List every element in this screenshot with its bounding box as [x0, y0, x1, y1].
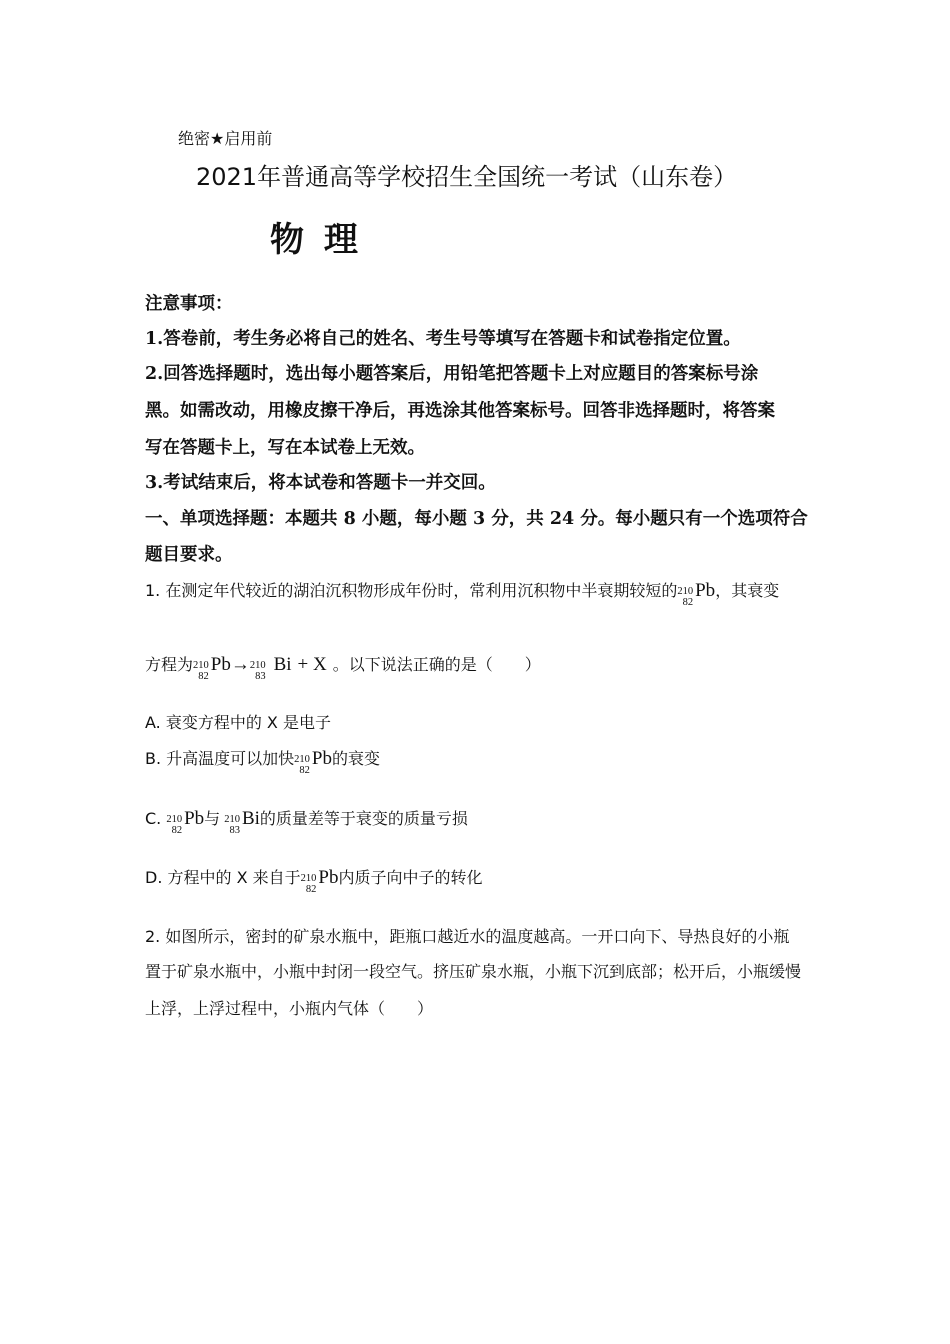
option-b-prefix: B. 升高温度可以加快 — [145, 749, 295, 768]
pb-atomic-number: 82 — [198, 671, 209, 682]
pb-atomic-number: 82 — [305, 884, 317, 895]
pb-nuclide — [193, 654, 231, 682]
option-c-prefix: C. — [145, 809, 167, 828]
bi-mass-number: 210 — [224, 814, 240, 825]
pb-mass-number: 210 — [193, 660, 209, 671]
section-heading-line-2: 题目要求。 — [145, 545, 233, 565]
pb-mass-number: 210 — [294, 754, 310, 765]
notice-item-1: 1.答卷前，考生务必将自己的姓名、考生号等填写在答题卡和试卷指定位置。 — [145, 329, 741, 349]
bi-mass-number: 210 — [249, 660, 266, 671]
option-c-mid: 与 — [204, 809, 221, 828]
equation-suffix: 。以下说法正确的是（ ） — [332, 655, 541, 674]
question-1-equation-line — [145, 652, 541, 682]
notice-item-2-line-2: 黑。如需改动，用橡皮擦干净后，再选涂其他答案标号。回答非选择题时，将答案 — [145, 401, 775, 421]
subject-title: 物 理 — [270, 220, 362, 260]
option-c-suffix: 的质量差等于衰变的质量亏损 — [259, 809, 468, 828]
pb-nuclide — [294, 748, 332, 776]
option-c — [145, 806, 468, 836]
option-d-suffix: 内质子向中子的转化 — [338, 868, 483, 887]
pb-symbol: Pb — [695, 580, 716, 601]
confidential-label: 绝密★启用前 — [178, 129, 273, 148]
bi-atomic-number: 83 — [255, 671, 266, 682]
question-2-line-1: 2. 如图所示，密封的矿泉水瓶中，距瓶口越近水的温度越高。一开口向下、导热良好的小瓶 — [145, 927, 790, 946]
decay-arrow: → — [230, 654, 250, 675]
pb-symbol: Pb — [311, 748, 332, 769]
pb-atomic-number: 82 — [682, 597, 694, 608]
notice-item-2-line-3: 写在答题卡上，写在本试卷上无效。 — [145, 438, 425, 458]
bi-atomic-number: 83 — [229, 825, 240, 836]
question-2-line-3: 上浮，上浮过程中，小瓶内气体（ ） — [145, 999, 434, 1018]
pb-symbol: Pb — [184, 808, 205, 829]
section-heading-line-1: 一、单项选择题：本题共 8 小题，每小题 3 分，共 24 分。每小题只有一个选项符合 — [145, 509, 808, 529]
pb-mass-number: 210 — [300, 873, 317, 884]
option-b-suffix: 的衰变 — [331, 749, 380, 768]
bi-nuclide — [250, 654, 292, 682]
pb-symbol: Pb — [210, 654, 231, 675]
option-b — [145, 746, 380, 776]
pb-nuclide — [677, 580, 715, 608]
pb-nuclide — [166, 808, 204, 836]
question-1-stem-text: 1. 在测定年代较近的湖泊沉积物形成年份时，常利用沉积物中半衰期较短的 — [145, 581, 678, 600]
option-d-prefix: D. 方程中的 X 来自于 — [145, 868, 301, 887]
bi-nuclide — [224, 808, 260, 836]
option-a: A. 衰变方程中的 X 是电子 — [145, 713, 331, 732]
pb-atomic-number: 82 — [299, 765, 310, 776]
question-2-line-2: 置于矿泉水瓶中，小瓶中封闭一段空气。挤压矿泉水瓶，小瓶下沉到底部；松开后，小瓶缓慢 — [145, 962, 802, 981]
pb-mass-number: 210 — [166, 814, 183, 825]
notice-item-2-line-1: 2.回答选择题时，选出每小题答案后，用铅笔把答题卡上对应题目的答案标号涂 — [145, 364, 759, 384]
pb-atomic-number: 82 — [171, 825, 183, 836]
equation-prefix: 方程为 — [145, 655, 194, 674]
notice-item-3: 3.考试结束后，将本试卷和答题卡一并交回。 — [145, 473, 496, 493]
bi-symbol: Bi — [241, 808, 260, 829]
question-1-stem — [145, 578, 779, 608]
pb-nuclide — [301, 867, 339, 895]
exam-title: 2021年普通高等学校招生全国统一考试（山东卷） — [196, 163, 738, 191]
option-d — [145, 865, 482, 895]
plus-x: + X — [297, 654, 327, 675]
bi-symbol: Bi — [273, 654, 292, 675]
pb-mass-number: 210 — [677, 586, 694, 597]
pb-symbol: Pb — [318, 867, 339, 888]
question-1-stem-suffix: ，其衰变 — [715, 581, 780, 600]
notice-heading: 注意事项： — [145, 294, 233, 314]
